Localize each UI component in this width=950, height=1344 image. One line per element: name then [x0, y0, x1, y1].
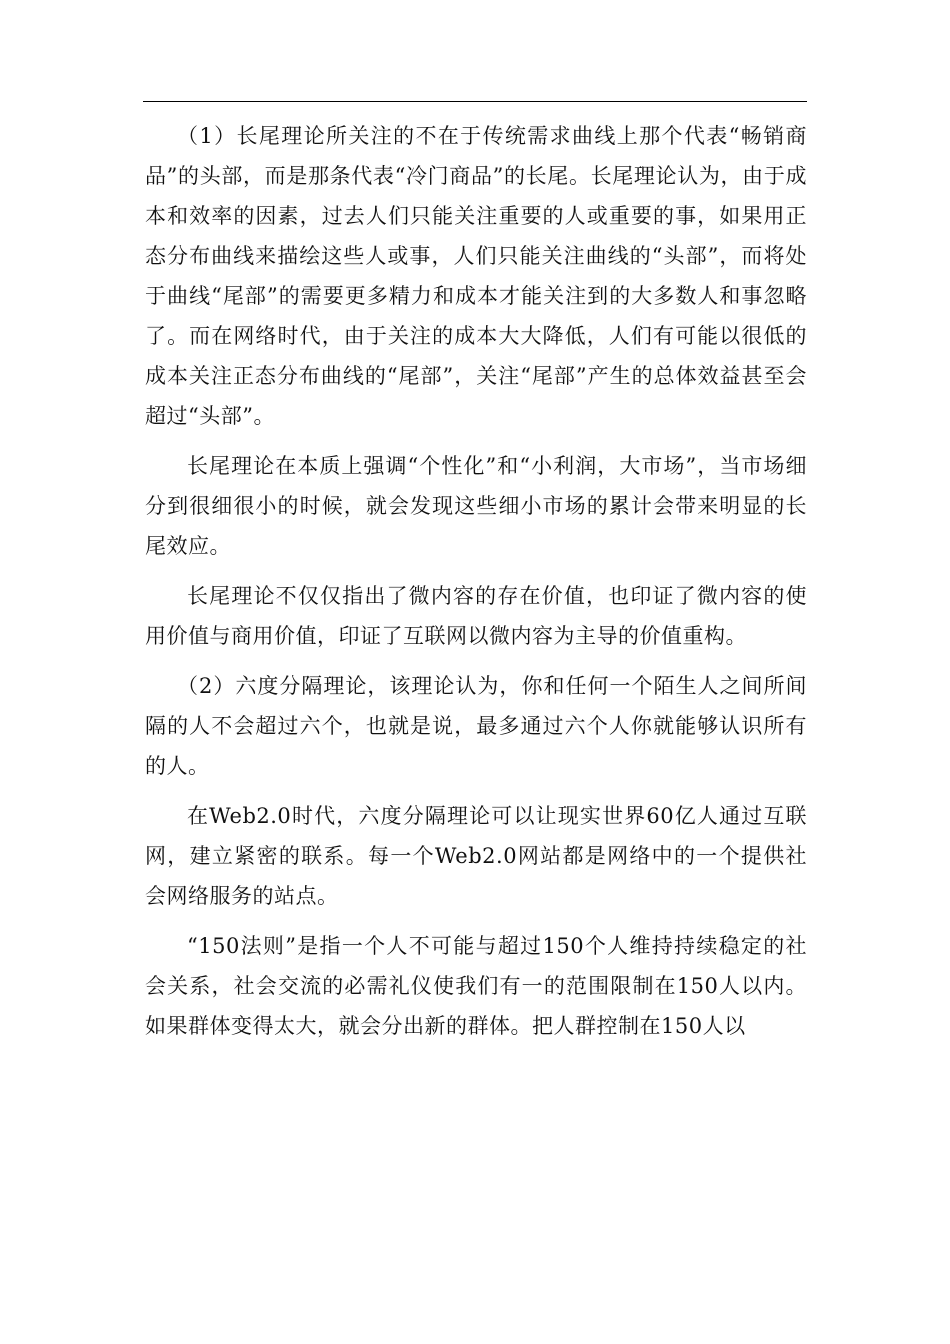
paragraph-six-degrees: （2）六度分隔理论，该理论认为，你和任何一个陌生人之间所间隔的人不会超过六个，也就是说，最多通过六个人你就能够认识所有的人。: [145, 674, 807, 778]
document-body: [145, 116, 807, 1056]
paragraph-long-tail-intro: （1）长尾理论所关注的不在于传统需求曲线上那个代表“畅销商品”的头部，而是那条代表“冷门商品”的长尾。长尾理论认为，由于成本和效率的因素，过去人们只能关注重要的人或重要的事，如果用正态分布曲线来描绘这些人或事，人们只能关注曲线的“头部”，而将处于曲线“尾部”的需要更多精力和成本才能关注到的大多数人和事忽略了。而在网络时代，由于关注的成本大大降低，人们有可能以很低的成本关注正态分布曲线的“尾部”，关注“尾部”产生的总体效益甚至会超过“头部”。: [145, 124, 807, 428]
header-rule: [143, 101, 807, 102]
paragraph-web20-six-degrees: 在Web2.0时代，六度分隔理论可以让现实世界60亿人通过互联网，建立紧密的联系。每一个Web2.0网站都是网络中的一个提供社会网络服务的站点。: [145, 804, 807, 908]
paragraph-long-tail-essence: 长尾理论在本质上强调“个性化”和“小利润，大市场”，当市场细分到很细很小的时候，就会发现这些细小市场的累计会带来明显的长尾效应。: [145, 454, 807, 558]
paragraph-long-tail-value: 长尾理论不仅仅指出了微内容的存在价值，也印证了微内容的使用价值与商用价值，印证了互联网以微内容为主导的价值重构。: [145, 584, 807, 648]
paragraph-150-rule: “150法则”是指一个人不可能与超过150个人维持持续稳定的社会关系，社会交流的必需礼仪使我们有一的范围限制在150人以内。如果群体变得太大，就会分出新的群体。把人群控制在150人以: [145, 934, 807, 1038]
